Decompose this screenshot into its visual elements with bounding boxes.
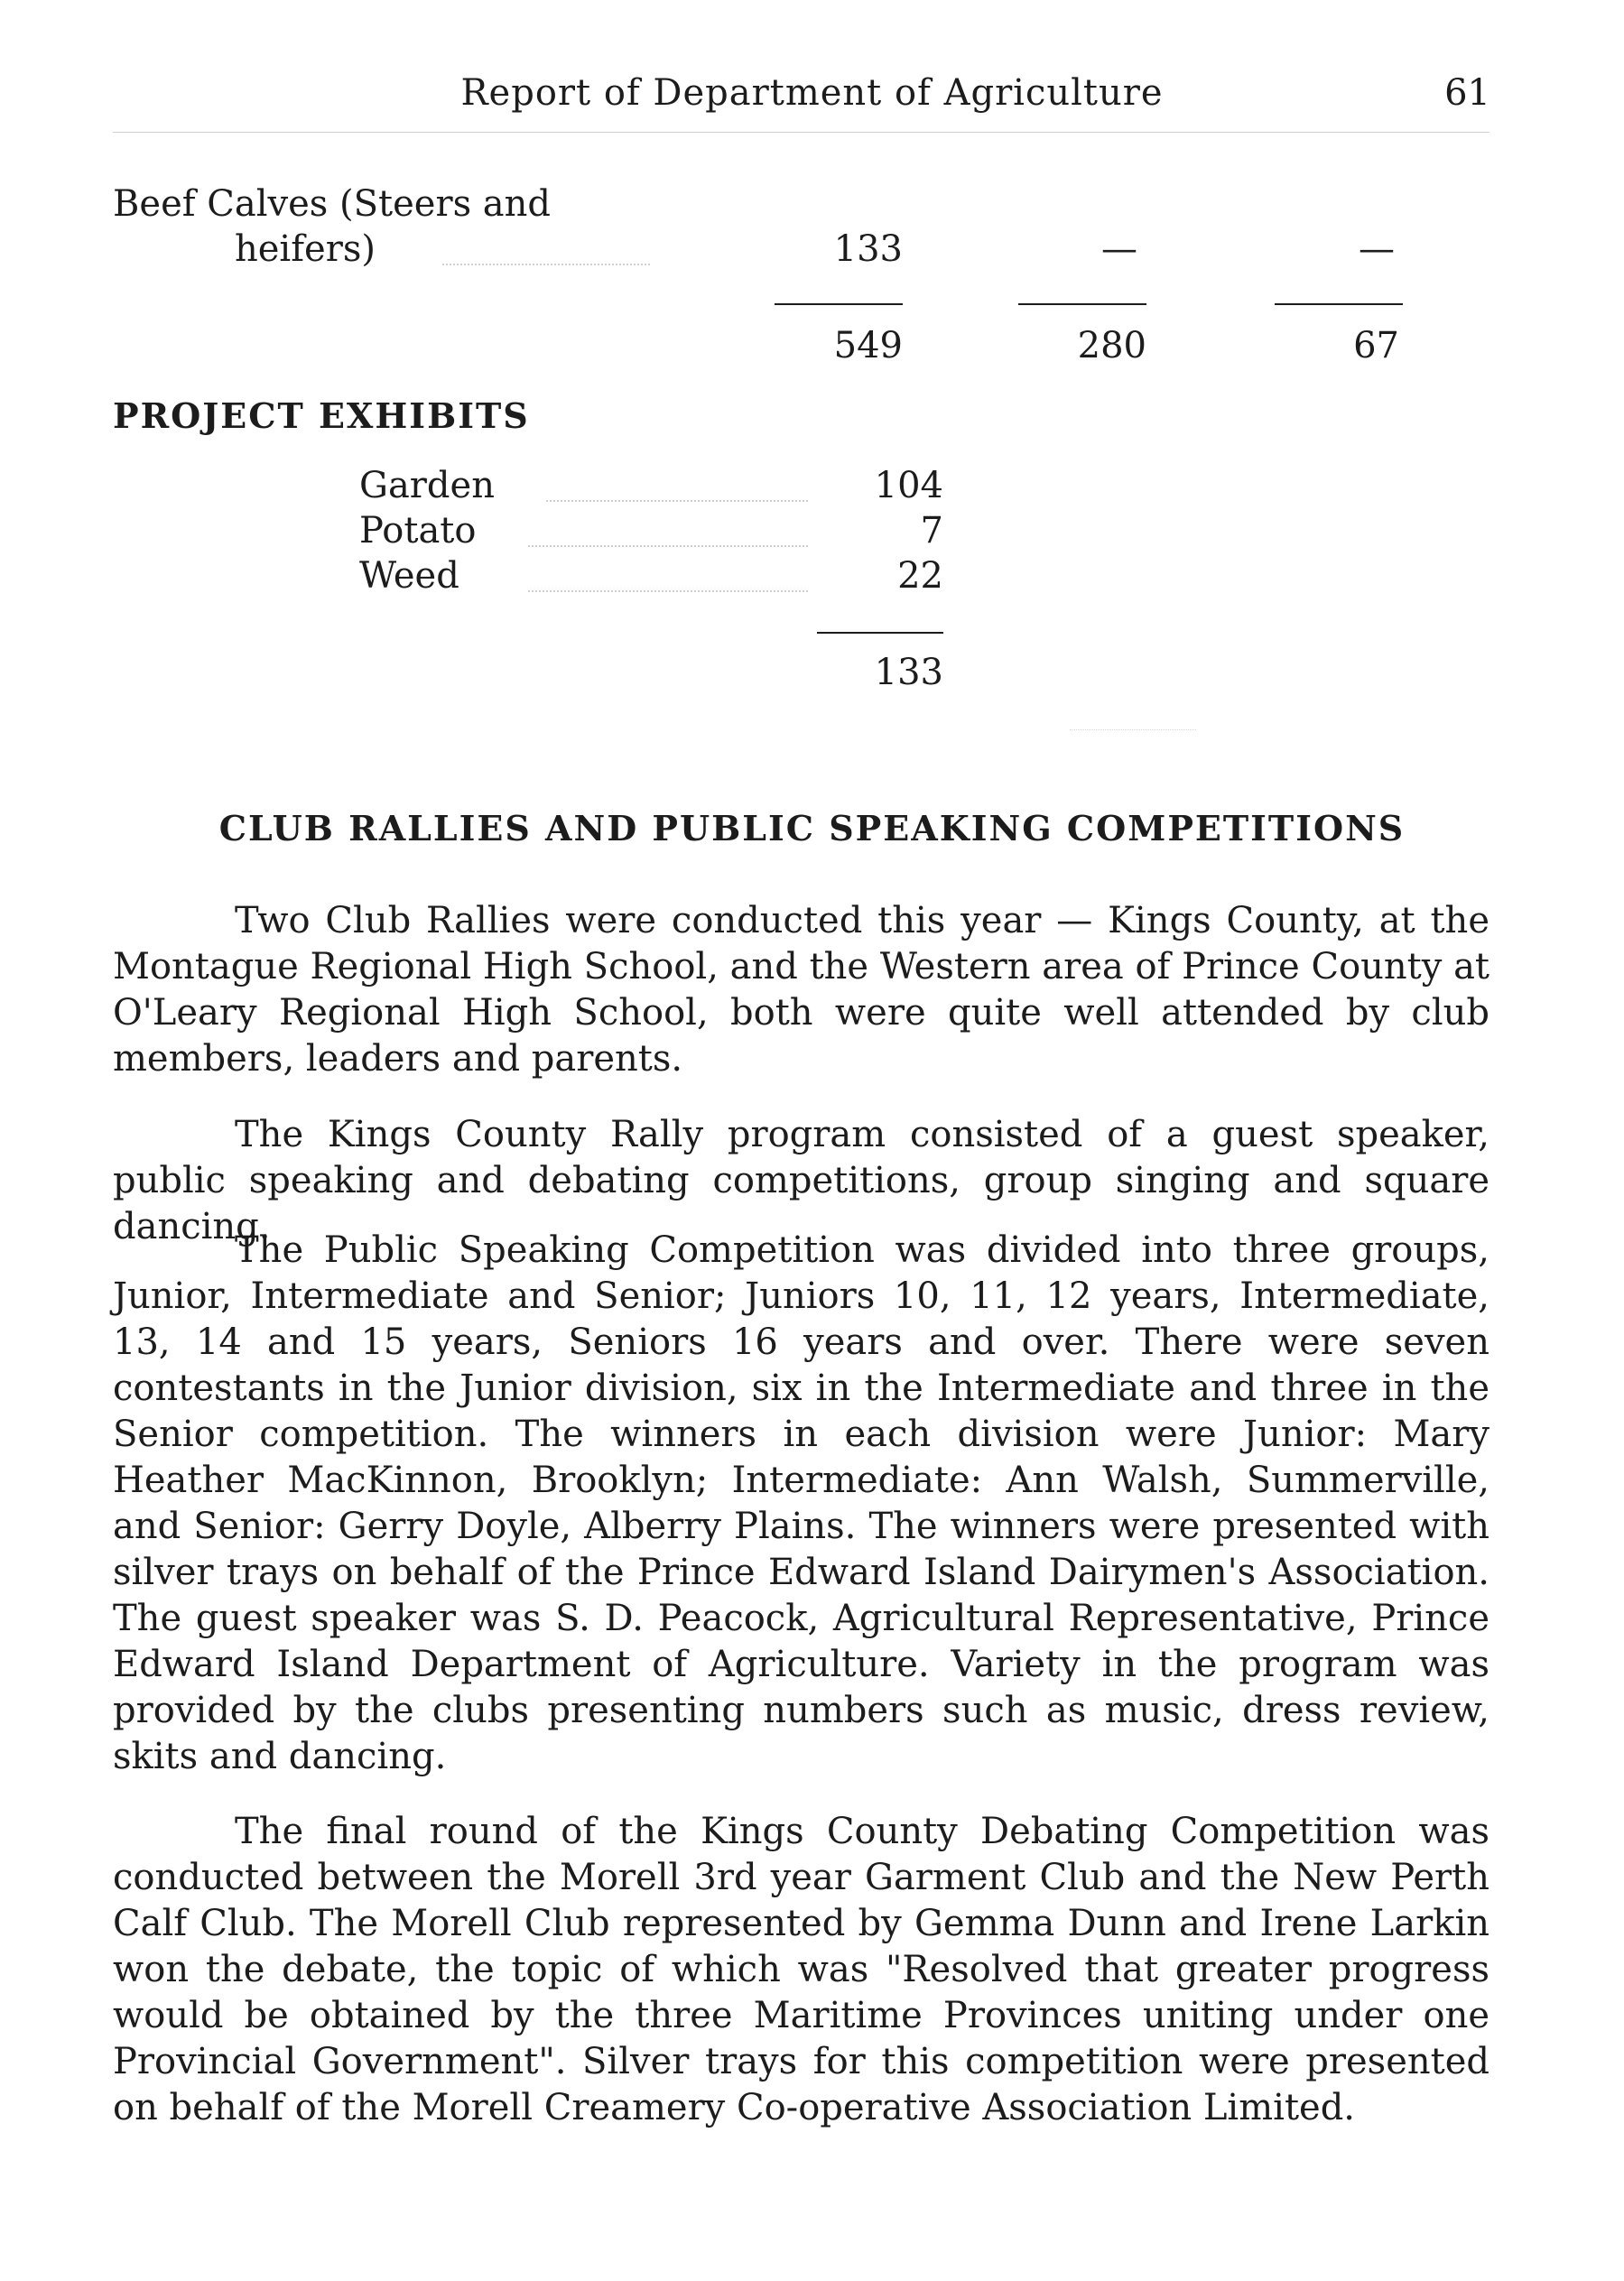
sum-rule-col2	[1018, 303, 1146, 305]
total-col1: 549	[833, 325, 903, 366]
exhibit-leader-dots	[528, 590, 808, 592]
exhibit-value-potato: 7	[920, 510, 943, 552]
exhibit-label-potato: Potato	[359, 510, 477, 552]
beef-row-label-line2: heifers)	[235, 228, 376, 270]
exhibits-sum-rule	[817, 632, 943, 634]
stray-dots	[1070, 729, 1196, 730]
exhibit-value-garden: 104	[874, 465, 943, 506]
page-number: 61	[1444, 72, 1490, 114]
exhibit-value-weed: 22	[897, 555, 943, 597]
total-col3: 67	[1353, 325, 1399, 366]
exhibit-label-garden: Garden	[359, 465, 495, 506]
project-exhibits-heading: PROJECT EXHIBITS	[113, 395, 530, 436]
sum-rule-col3	[1275, 303, 1403, 305]
paragraph: The Kings County Rally program consisted of a guest speaker, public speaking and debating competitions, group singing and square dancing.	[113, 1114, 1489, 1247]
beef-row-value-2: —	[1101, 228, 1137, 270]
section-title: CLUB RALLIES AND PUBLIC SPEAKING COMPETITIONS	[218, 808, 1406, 848]
running-header-title: Report of Department of Agriculture	[460, 72, 1164, 114]
exhibit-leader-dots	[546, 500, 808, 502]
paragraph: Two Club Rallies were conducted this year — Kings County, at the Montague Regional High School, and the Western area of Prince County at O'Leary Regional High School, both were quite well attended by club members, leaders and parents.	[113, 900, 1489, 1080]
beef-row-value-3: —	[1359, 228, 1395, 270]
exhibits-total: 133	[874, 652, 943, 693]
exhibit-leader-dots	[528, 545, 808, 547]
exhibit-label-weed: Weed	[359, 555, 459, 597]
beef-row-label-line1: Beef Calves (Steers and	[113, 183, 552, 225]
header-divider	[113, 132, 1489, 133]
sum-rule-col1	[775, 303, 903, 305]
beef-row-leader-dots	[442, 264, 650, 265]
paragraph: The final round of the Kings County Debating Competition was conducted between the Morell 3rd year Garment Club and the New Perth Calf Club. The Morell Club represented by Gemma Dunn and Irene Larkin won the debate, the topic of which was "Resolved that greater progress would be obtained by the three Maritime Provinces uniting under one Provincial Government". Silver trays for this competition were presented on behalf of the Morell Creamery Co-operative Association Limited.	[113, 1811, 1489, 2128]
paragraph: The Public Speaking Competition was divided into three groups, Junior, Intermediate and Senior; Juniors 10, 11, 12 years, Intermediate, 13, 14 and 15 years, Seniors 16 years and over. There were seven contestants in the Junior division, six in the Intermediate and three in the Senior competition. The winners in each division were Junior: Mary Heather MacKinnon, Brooklyn; Intermediate: Ann Walsh, Summerville, and Senior: Gerry Doyle, Alberry Plains. The winners were presented with silver trays on behalf of the Prince Edward Island Dairymen's Association. The guest speaker was S. D. Peacock, Agricultural Representative, Prince Edward Island Department of Agriculture. Variety in the program was provided by the clubs presenting numbers such as music, dress review, skits and dancing.	[113, 1229, 1489, 1777]
total-col2: 280	[1077, 325, 1146, 366]
beef-row-value-1: 133	[833, 228, 903, 270]
